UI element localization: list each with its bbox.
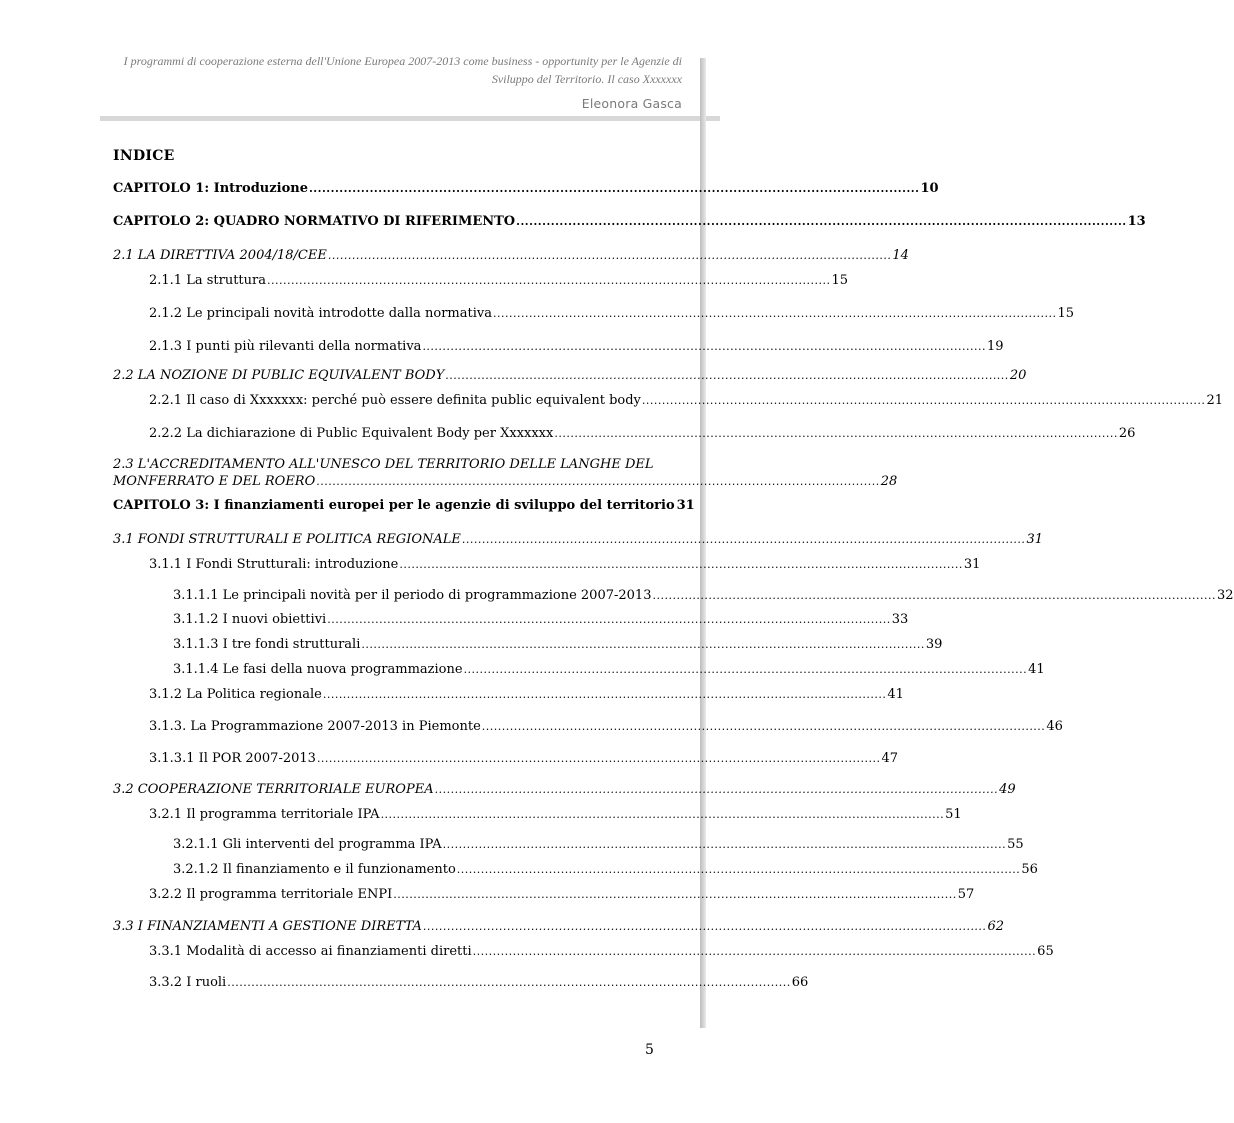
toc-entry-2-1[interactable] [113,248,909,263]
toc-entry-3-1-1-3[interactable] [173,637,943,652]
toc-leader-dots: ............................................................................................................................................. [481,720,1046,733]
toc-entry-page: 15 [831,273,849,288]
toc-entry-label: 2.2.1 Il caso di Xxxxxxx: perché può essere definita public equivalent body [149,393,641,408]
toc-entry-label: 2.1.2 Le principali novità introdotte dalla normativa [149,306,492,321]
toc-entry-label: 3.1.3.1 Il POR 2007-2013 [149,751,316,766]
toc-entry-label: 3.2 COOPERAZIONE TERRITORIALE EUROPEA [113,782,434,797]
toc-leader-dots: ............................................................................................................................................. [267,274,831,287]
toc-entry-label: 3.1 FONDI STRUTTURALI E POLITICA REGIONALE [113,532,461,547]
toc-entry-page: 65 [1037,944,1054,959]
toc-entry-page: 46 [1046,719,1063,734]
toc-leader-dots: ............................................................................................................................................. [422,340,986,353]
toc-leader-dots: ............................................................................................................................................. [652,589,1216,602]
toc-leader-dots: ............................................................................................................................................. [380,808,945,821]
toc-entry-chapter-2[interactable] [113,214,1146,229]
toc-entry-page: 21 [1206,393,1223,408]
toc-entry-3-2-2[interactable] [149,887,975,902]
toc-leader-dots: ............................................................................................................................................. [399,558,963,571]
toc-leader-dots: ............................................................................................................................................. [322,688,887,701]
toc-leader-dots: ............................................................................................................................................. [316,752,881,765]
toc-entry-page: 33 [891,612,909,627]
toc-leader-dots: ............................................................................................................................................. [641,394,1206,407]
toc-entry-2-1-3[interactable] [149,339,1004,354]
toc-entry-page: 47 [881,751,899,766]
toc-leader-dots: ............................................................................................................................................. [422,920,987,933]
header-title-line-2: Sviluppo del Territorio. Il caso Xxxxxxx [491,72,682,86]
toc-entry-label: 3.1.1 I Fondi Strutturali: introduzione [149,557,399,572]
toc-entry-page: 31 [1026,532,1043,547]
toc-entry-3-1-1-4[interactable] [173,662,1045,677]
toc-entry-page: 14 [892,248,909,263]
toc-entry-3-1-3[interactable] [149,719,1063,734]
toc-entry-3-2[interactable] [113,782,1016,797]
toc-entry-3-2-1-2[interactable] [173,862,1038,877]
toc-entry-page: 10 [920,181,939,196]
toc-entry-3-1[interactable] [113,532,1043,547]
toc-entry-label: 3.1.3. La Programmazione 2007-2013 in Piemonte [149,719,481,734]
toc-leader-dots: ............................................................................................................................................. [227,976,791,989]
toc-entry-3-3[interactable] [113,919,1004,934]
toc-entry-page: 49 [999,782,1016,797]
toc-entry-2-1-2[interactable] [149,306,1075,321]
toc-entry-page: 31 [963,557,981,572]
toc-entry-label: CAPITOLO 2: QUADRO NORMATIVO DI RIFERIMENTO [113,214,516,229]
toc-leader-dots: ............................................................................................................................................. [316,475,880,488]
toc-entry-3-2-1[interactable] [149,807,962,822]
toc-entry-page: 26 [1118,426,1136,441]
toc-leader-dots: ............................................................................................................................................. [442,838,1007,851]
toc-entry-3-1-1-1[interactable] [173,588,1234,603]
toc-entry-label: 2.2.2 La dichiarazione di Public Equivalent Body per Xxxxxxx [149,426,554,441]
toc-entry-page: 57 [957,887,975,902]
toc-entry-label: 2.1.3 I punti più rilevanti della normativa [149,339,422,354]
toc-entry-label: CAPITOLO 3: I finanziamenti europei per le agenzie di sviluppo del territorio [113,498,675,513]
toc-entry-label: CAPITOLO 1: Introduzione [113,181,308,196]
toc-leader-dots: ............................................................................................................................................. [308,182,920,195]
toc-entry-page: 66 [791,975,809,990]
toc-entry-label: 3.2.1 Il programma territoriale IPA [149,807,380,822]
toc-entry-label: 2.1.1 La struttura [149,273,266,288]
toc-entry-3-3-1[interactable] [149,944,1054,959]
toc-entry-3-1-3-1[interactable] [149,751,899,766]
toc-leader-dots: ............................................................................................................................................. [393,888,957,901]
toc-leader-dots: ............................................................................................................................................. [463,663,1028,676]
toc-leader-dots: ............................................................................................................................................. [434,783,999,796]
toc-entry-label: 2.1 LA DIRETTIVA 2004/18/CEE [113,248,327,263]
toc-entry-page: 41 [887,687,904,702]
toc-entry-label: 3.2.1.2 Il finanziamento e il funzionamento [173,862,456,877]
page-number: 5 [645,1042,654,1058]
toc-entry-page: 28 [880,474,898,489]
toc-entry-page: 20 [1009,368,1027,383]
toc-entry-chapter-1[interactable] [113,181,939,196]
toc-entry-2-1-1[interactable] [149,273,849,288]
toc-entry-2-2-2[interactable] [149,426,1136,441]
toc-leader-dots: ............................................................................................................................................. [461,533,1026,546]
toc-entry-page: 13 [1127,214,1146,229]
toc-entry-label: 3.1.1.1 Le principali novità per il periodo di programmazione 2007-2013 [173,588,652,603]
toc-entry-page: 39 [925,637,943,652]
toc-entry-label: 3.1.1.3 I tre fondi strutturali [173,637,361,652]
header-author: Eleonora Gasca [581,96,682,111]
toc-entry-page: 56 [1021,862,1038,877]
toc-leader-dots: ............................................................................................................................................. [327,613,891,626]
toc-title: INDICE [113,148,175,164]
toc-entry-label: MONFERRATO E DEL ROERO [113,474,316,489]
toc-leader-dots: ............................................................................................................................................. [361,638,925,651]
toc-leader-dots: ............................................................................................................................................. [456,863,1021,876]
toc-leader-dots: ............................................................................................................................................. [327,249,892,262]
toc-entry-label: 3.1.2 La Politica regionale [149,687,322,702]
toc-entry-label: 3.3.2 I ruoli [149,975,227,990]
toc-entry-page: 41 [1028,662,1045,677]
toc-entry-page: 51 [945,807,962,822]
toc-entry-label: 3.3 I FINANZIAMENTI A GESTIONE DIRETTA [113,919,422,934]
toc-entry-label: 3.3.1 Modalità di accesso ai finanziamenti diretti [149,944,472,959]
toc-leader-dots: ............................................................................................................................................. [492,307,1057,320]
toc-entry-2-3[interactable] [113,474,898,489]
toc-entry-page: 32 [1217,588,1234,603]
toc-entry-label: 3.1.1.4 Le fasi della nuova programmazione [173,662,463,677]
toc-entry-label: 3.1.1.2 I nuovi obiettivi [173,612,327,627]
toc-entry-3-3-2[interactable] [149,975,809,990]
toc-entry-2-2-1[interactable] [149,393,1223,408]
header-title-line-1: I programmi di cooperazione esterna dell'Unione Europea 2007-2013 come business - opportunity per le Agenzie di [123,54,682,68]
toc-leader-dots: ............................................................................................................................................. [516,215,1127,228]
toc-entry-page: 62 [987,919,1004,934]
toc-entry-page: 19 [986,339,1004,354]
toc-entry-3-1-1-2[interactable] [173,612,909,627]
toc-entry-2-3-line-1[interactable]: 2.3 L'ACCREDITAMENTO ALL'UNESCO DEL TERRITORIO DELLE LANGHE DEL [113,457,654,472]
toc-entry-2-2[interactable] [113,368,1027,383]
toc-leader-dots: ............................................................................................................................................. [445,369,1009,382]
toc-entry-page: 55 [1007,837,1024,852]
toc-entry-label: 3.2.1.1 Gli interventi del programma IPA [173,837,442,852]
toc-entry-label: 2.2 LA NOZIONE DI PUBLIC EQUIVALENT BODY [113,368,445,383]
toc-entry-chapter-3[interactable] [113,498,695,513]
toc-entry-page: 31 [676,498,695,513]
toc-entry-label: 3.2.2 Il programma territoriale ENPI [149,887,393,902]
toc-entry-3-1-1[interactable] [149,557,981,572]
toc-leader-dots: ............................................................................................................................................. [472,945,1037,958]
toc-entry-3-2-1-1[interactable] [173,837,1024,852]
toc-entry-page: 15 [1057,306,1075,321]
toc-leader-dots: ............................................................................................................................................. [554,427,1118,440]
toc-entry-3-1-2[interactable] [149,687,904,702]
